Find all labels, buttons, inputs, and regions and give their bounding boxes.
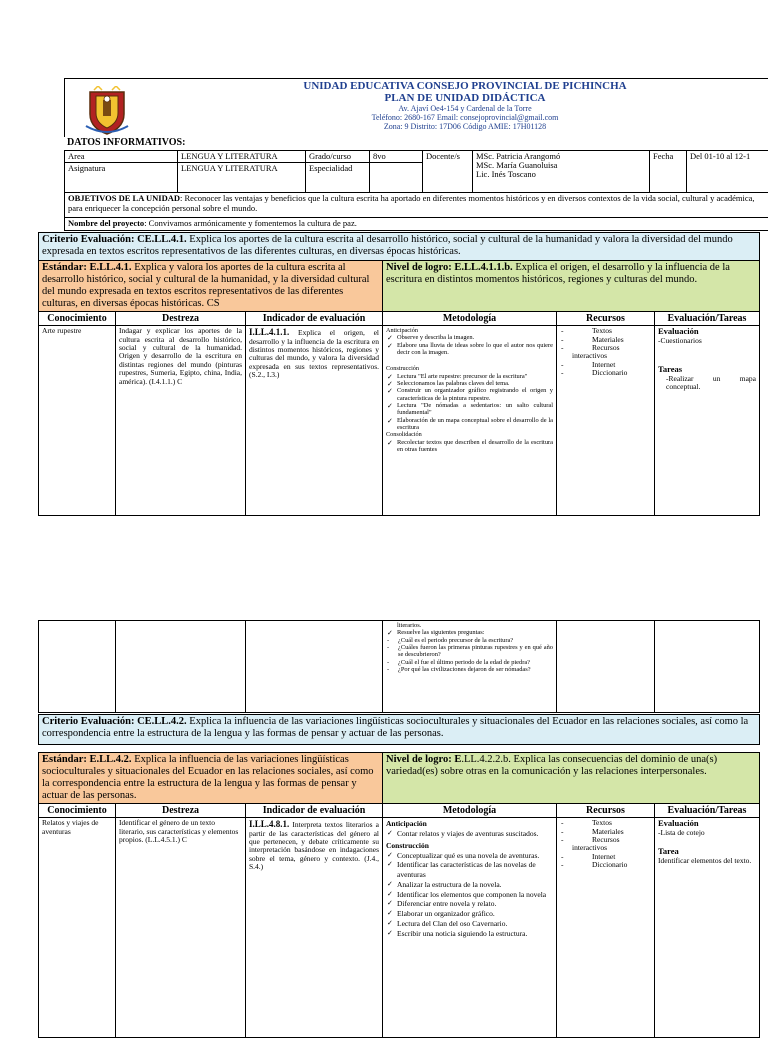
tareas-1-text: -Realizar un mapa conceptual. — [658, 375, 756, 392]
evaluacion-1-item: -Cuestionarios — [658, 337, 756, 345]
nivel-2-label: Nivel de logro: E — [386, 754, 461, 765]
list-item: - Textos — [560, 327, 651, 335]
list-item: - Diccionario — [560, 861, 651, 869]
list-item: - Diccionario — [560, 369, 651, 377]
objetivos-text: : Reconocer las ventajas y beneficios que la cultura escrita ha aportado en diferentes momentos históricos y en diversos contextos de la vida social, cultural y académica, para enriquecer la concepción personal sobre el mundo. — [68, 193, 755, 213]
anticipacion-2-label: Anticipación — [386, 819, 553, 829]
estandar-1-label: Estándar: E.LL.4.1. — [42, 262, 132, 273]
list-item: - Recursos interactivos — [560, 344, 651, 361]
list-item: - Materiales — [560, 336, 651, 344]
cont-met-prefix: literarios. — [386, 622, 553, 629]
list-item: - Materiales — [560, 828, 651, 836]
cont-evaluacion — [655, 621, 760, 713]
list-item: - ¿Cuál es el periodo precursor de la escritura? — [386, 637, 553, 644]
criterio-1-label: Criterio Evaluación: CE.LL.4.1. — [42, 234, 187, 245]
estandar-2 — [39, 753, 383, 804]
list-item: ✓ Lectura "El arte rupestre: precursor de la escritura" — [386, 373, 553, 380]
list-item: - Internet — [560, 361, 651, 369]
school-zone: Zona: 9 Distrito: 17D06 Código AMIE: 17H01128 — [240, 122, 690, 131]
objetivos-label: OBJETIVOS DE LA UNIDAD — [68, 193, 180, 203]
indicador-1 — [246, 326, 383, 516]
criterio-1 — [39, 233, 760, 261]
proyecto-cell — [65, 218, 768, 230]
conocimiento-2: Relatos y viajes de aventuras — [39, 818, 116, 1038]
recursos-1-list — [560, 327, 651, 377]
estandar-2-text: Explica la influencia de las variaciones lingüísticas socioculturales y situacionales del Ecuador en las relaciones sociales, así como la correspondencia entre la estructura de la lengua y las formas de pensar y actuar de las personas. — [42, 754, 374, 801]
col-evaluacion-2: Evaluación/Tareas — [655, 804, 760, 818]
fecha-label: Fecha — [650, 151, 687, 193]
list-item: ✓ Escribir una noticia siguiendo la estructura. — [386, 929, 553, 939]
list-item: ✓ Elaboración de un mapa conceptual sobre el desarrollo de la escritura — [386, 417, 553, 432]
indicador-2-label: I.LL.4.8.1. — [249, 819, 289, 829]
construccion-2-list — [386, 851, 553, 939]
cont-met-list-1 — [386, 629, 553, 636]
unit-table-1 — [38, 232, 760, 516]
list-item: ✓ Elaborar un organizador gráfico. — [386, 909, 553, 919]
list-item: ✓ Identificar los elementos que componen la novela — [386, 890, 553, 900]
list-item: ✓ Construir un organizador gráfico registrando el origen y características de la pintura rupestre. — [386, 387, 553, 402]
evaluacion-2-item: -Lista de cotejo — [658, 829, 756, 837]
recursos-2-list — [560, 819, 651, 869]
list-item: ✓ Resuelve las siguientes preguntas: — [386, 629, 553, 636]
list-item: - Textos — [560, 819, 651, 827]
criterio-2 — [39, 715, 760, 745]
construccion-1-label: Construcción — [386, 365, 553, 372]
indicador-1-text: Explica el origen, el desarrollo y la influencia de la escritura en distintos momentos históricos, regiones y culturas del mundo, y valora la diversidad expresada en sus textos representativos. (S.2., I.3.) — [249, 328, 379, 379]
docente-1: MSc. Patricia Arangomó — [476, 152, 646, 161]
criterio-2-text: Explica la influencia de las variaciones lingüísticas socioculturales y situacionales del Ecuador en las relaciones sociales, así como la correspondencia entre la estructura de la lengua y las formas de pensar y actuar de las personas. — [42, 716, 748, 739]
recursos-2 — [557, 818, 655, 1038]
col-destreza-2: Destreza — [116, 804, 246, 818]
fecha-value: Del 01-10 al 12-1 — [687, 151, 768, 193]
col-indicador-2: Indicador de evaluación — [246, 804, 383, 818]
list-item: ✓ Contar relatos y viajes de aventuras suscitados. — [386, 829, 553, 839]
unit-table-1-continued — [38, 620, 760, 713]
consolidacion-1-list — [386, 439, 553, 454]
construccion-1-list — [386, 373, 553, 432]
list-item: ✓ Observe y describa la imagen. — [386, 334, 553, 341]
cont-destreza — [116, 621, 246, 713]
cont-indicador — [246, 621, 383, 713]
col-indicador: Indicador de evaluación — [246, 312, 383, 326]
tareas-2-label: Tarea — [658, 847, 756, 857]
criterio-1-text: Explica los aportes de la cultura escrita al desarrollo histórico, social y cultural de la humanidad y valora la diversidad del mundo expresada en textos escritos representativos de las diferentes culturas, en diversas épocas históricas. — [42, 234, 733, 257]
list-item: - Recursos interactivos — [560, 836, 651, 853]
col-metodologia-2: Metodología — [383, 804, 557, 818]
cont-met-questions — [386, 637, 553, 674]
nivel-2 — [383, 753, 760, 804]
list-item: ✓ Identificar las características de las novelas de aventuras — [386, 860, 553, 880]
grado-value: 8vo — [370, 151, 423, 163]
list-item: ✓ Lectura del Clan del oso Cavernario. — [386, 919, 553, 929]
list-item: - ¿Por qué las civilizaciones dejaron de ser nómadas? — [386, 666, 553, 673]
nivel-1 — [383, 261, 760, 312]
conocimiento-1: Arte rupestre — [39, 326, 116, 516]
nivel-1-label: Nivel de logro: E.LL.4.1.1.b. — [386, 262, 513, 273]
list-item: ✓ Analizar la estructura de la novela. — [386, 880, 553, 890]
unit-table-2 — [38, 714, 760, 1038]
evaluacion-1-label: Evaluación — [658, 327, 756, 337]
anticipacion-1-list — [386, 334, 553, 356]
estandar-1-text: Explica y valora los aportes de la cultura escrita al desarrollo histórico, social y cultural de la humanidad, y la diversidad cultural del mundo expresada en textos escritos representativos de las diferentes culturas, en diversas épocas históricas. CS — [42, 262, 369, 309]
evaluacion-2 — [655, 818, 760, 1038]
datos-table — [64, 150, 768, 231]
estandar-2-label: Estándar: E.LL.4.2. — [42, 754, 132, 765]
especialidad-value — [370, 163, 423, 193]
docente-label: Docente/s — [423, 151, 473, 193]
docente-3: Lic. Inés Toscano — [476, 170, 646, 179]
nivel-1-text: Explica el origen, el desarrollo y la influencia de la escritura en distintos momentos históricos, regiones y culturas del mundo. — [386, 262, 730, 285]
col-metodologia: Metodología — [383, 312, 557, 326]
asignatura-label: Asignatura — [65, 163, 178, 193]
list-item: ✓ Diferenciar entre novela y relato. — [386, 899, 553, 909]
header-frame — [64, 78, 768, 137]
tareas-2-text: Identificar elementos del texto. — [658, 857, 756, 865]
grado-label: Grado/curso — [306, 151, 370, 163]
especialidad-label: Especialidad — [306, 163, 370, 193]
proyecto-text: : Convivamos armónicamente y fomentemos la cultura de paz. — [144, 218, 357, 228]
criterio-2-label: Criterio Evaluación: CE.LL.4.2. — [42, 716, 187, 727]
list-item: - ¿Cuál el fue el último periodo de la edad de piedra? — [386, 659, 553, 666]
school-address: Av. Ajaví Oe4-154 y Cardenal de la Torre — [240, 104, 690, 113]
col-conocimiento: Conocimiento — [39, 312, 116, 326]
objetivos-cell — [65, 193, 768, 218]
spacer-row — [39, 745, 760, 753]
school-contact: Teléfono: 2680-167 Email: consejoprovincial@gmail.com — [240, 113, 690, 122]
asignatura-value: LENGUA Y LITERATURA — [178, 163, 306, 193]
evaluacion-2-label: Evaluación — [658, 819, 756, 829]
estandar-1 — [39, 261, 383, 312]
cont-recursos — [557, 621, 655, 713]
docentes-list — [473, 151, 650, 193]
tareas-1-label: Tareas — [658, 365, 756, 375]
construccion-2-label: Construcción — [386, 841, 553, 851]
list-item: - Internet — [560, 853, 651, 861]
col-recursos: Recursos — [557, 312, 655, 326]
metodologia-1 — [383, 326, 557, 516]
area-value: LENGUA Y LITERATURA — [178, 151, 306, 163]
indicador-2 — [246, 818, 383, 1038]
metodologia-2 — [383, 818, 557, 1038]
proyecto-label: Nombre del proyecto — [68, 218, 144, 228]
consolidacion-1-label: Consolidación — [386, 431, 553, 438]
col-evaluacion: Evaluación/Tareas — [655, 312, 760, 326]
col-destreza: Destreza — [116, 312, 246, 326]
list-item: ✓ Conceptualizar qué es una novela de aventuras. — [386, 851, 553, 861]
datos-title: DATOS INFORMATIVOS: — [67, 137, 185, 148]
evaluacion-1 — [655, 326, 760, 516]
cont-conocimiento — [39, 621, 116, 713]
nivel-2-text: .LL.4.2.2.b. Explica las consecuencias del dominio de una(s) variedad(es) sobre otras en la comunicación y las relaciones interpersonales. — [386, 754, 717, 777]
school-name: UNIDAD EDUCATIVA CONSEJO PROVINCIAL DE PICHINCHA — [240, 80, 690, 92]
plan-title: PLAN DE UNIDAD DIDÁCTICA — [240, 92, 690, 104]
list-item: - ¿Cuáles fueron las primeras pinturas rupestres y en qué año se descubrieron? — [386, 644, 553, 659]
recursos-1 — [557, 326, 655, 516]
anticipacion-1-label: Anticipación — [386, 327, 553, 334]
anticipacion-2-list — [386, 829, 553, 839]
destreza-2: Identificar el género de un texto literario, sus características y elementos propios. (L.L.4.5.1.) C — [116, 818, 246, 1038]
indicador-1-label: I.LL.4.1.1. — [249, 327, 289, 337]
list-item: ✓ Elabore una lluvia de ideas sobre lo que el autor nos quiere decir con la imagen. — [386, 342, 553, 357]
col-recursos-2: Recursos — [557, 804, 655, 818]
cont-metodologia — [383, 621, 557, 713]
docente-2: MSc. María Guanoluisa — [476, 161, 646, 170]
indicador-2-text: Interpreta textos literarios a partir de las características del género al que pertenecen, y debate críticamente su interpretación basándose en indagaciones sobre el tema, género y contexto. (J.4., S.4.) — [249, 820, 379, 871]
area-label: Area — [65, 151, 178, 163]
list-item: ✓ Recolectar textos que describen el desarrollo de la escritura en otras fuentes — [386, 439, 553, 454]
col-conocimiento-2: Conocimiento — [39, 804, 116, 818]
list-item: ✓ Lectura "De nómadas a sedentarios: un salto cultural fundamental" — [386, 402, 553, 417]
destreza-1: Indagar y explicar los aportes de la cultura escrita al desarrollo histórico, social y cultural de la humanidad. Origen y desarrollo de la escritura en distintas regiones del mundo (pinturas rupestres, Sumeria, Egipto, china, India, américa). (I.4.1.1.) C — [116, 326, 246, 516]
list-item: ✓ Seleccionamos las palabras claves del tema. — [386, 380, 553, 387]
